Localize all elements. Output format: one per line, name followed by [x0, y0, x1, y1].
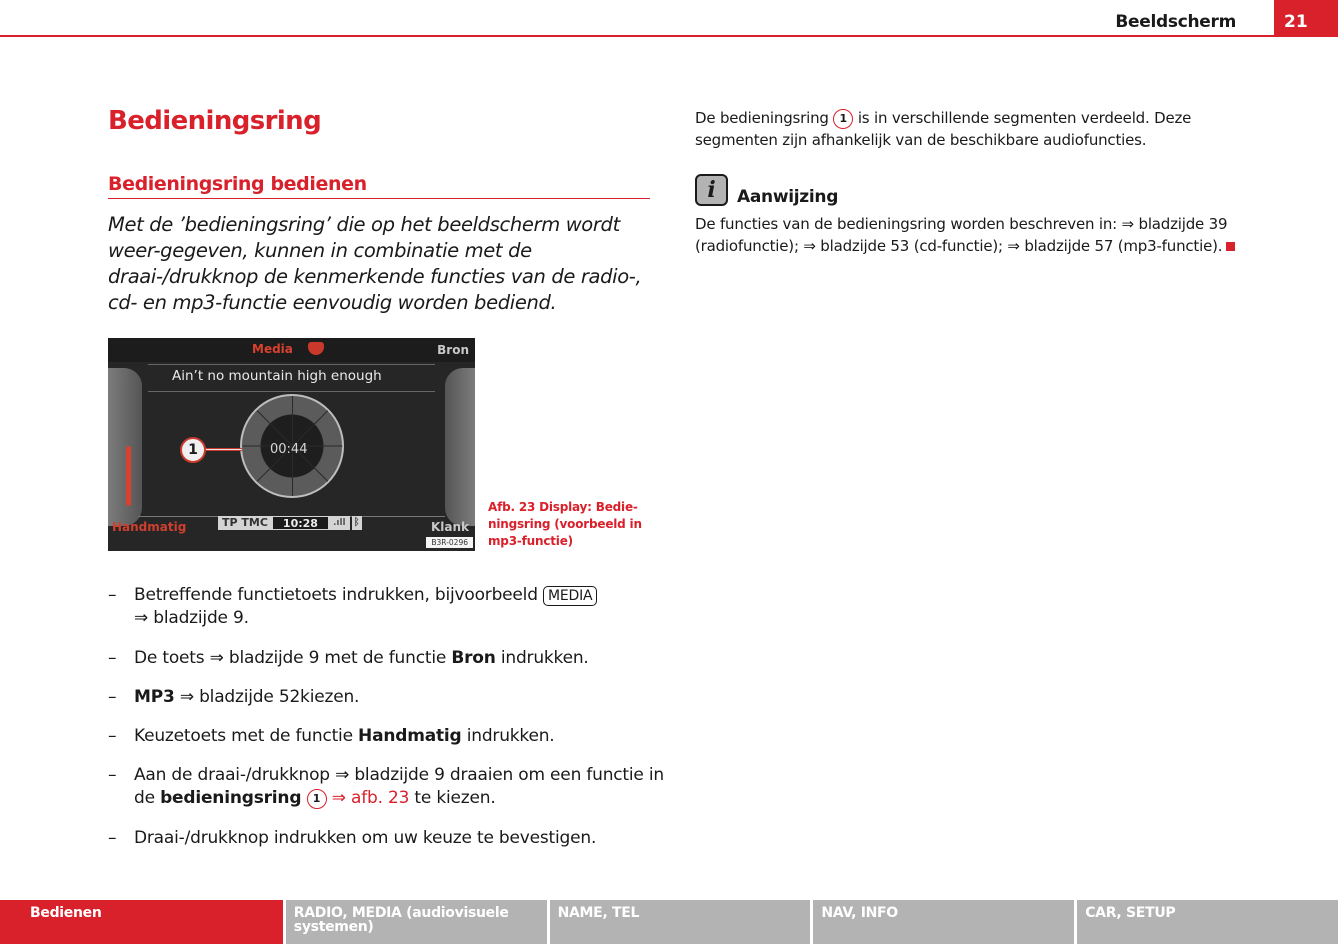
- chapter-tabs: [0, 900, 1338, 944]
- callout-marker: 1: [180, 437, 206, 463]
- tp-tmc-indicator: TP TMC: [218, 516, 272, 530]
- header-rule: [0, 35, 1338, 37]
- figure-code: B3R-0296: [426, 537, 473, 548]
- instruction-steps: [108, 584, 668, 850]
- page-ref-link[interactable]: bladzijde 9 draaien om een functie in de: [134, 765, 664, 808]
- note-title: Aanwijzing: [737, 187, 839, 207]
- page-ref-arrow: ⇒: [209, 648, 224, 668]
- media-key: MEDIA: [543, 586, 597, 606]
- callout-marker-inline: 1: [307, 789, 327, 809]
- display-right-softkey: [445, 368, 475, 526]
- display-bron-label: Bron: [437, 343, 469, 357]
- callout-leader-line: [204, 448, 242, 451]
- display-left-softkey-indicator: [126, 446, 131, 506]
- step-item: – Keuzetoets met de functie Handmatig indrukken.: [108, 726, 555, 746]
- display-media-label: Media: [252, 342, 293, 356]
- tab-radio-media[interactable]: RADIO, MEDIA (audiovisuele systemen): [286, 900, 547, 944]
- info-icon: i: [695, 174, 728, 206]
- page-ref-link[interactable]: bladzijde 9 met de functie: [223, 648, 452, 668]
- step-item: – Aan de draai-/drukknop ⇒ bladzijde 9 draaien om een functie in de bedieningsring 1 ⇒ afb. 23 te kiezen.: [108, 765, 664, 808]
- page-heading: Bedieningsring: [108, 106, 322, 136]
- tab-name-tel[interactable]: NAME, TEL: [550, 900, 811, 944]
- signal-strength-icon: .ıll: [329, 516, 350, 530]
- sub-heading-rule: [108, 198, 650, 199]
- page-ref-link[interactable]: bladzijde 52kiezen.: [193, 687, 360, 707]
- page-number: 21: [1274, 0, 1338, 37]
- callout-marker-inline: 1: [833, 109, 853, 129]
- step-item: – MP3 ⇒ bladzijde 52kiezen.: [108, 687, 360, 707]
- ring-description: De bedieningsring 1 is in verschillende segmenten verdeeld. Deze segmenten zijn afhankelijk van de beschikbare audiofuncties.: [695, 109, 1192, 149]
- display-left-softkey: [108, 368, 142, 526]
- note-body: De functies van de bedieningsring worden beschreven in: ⇒ bladzijde 39 (radiofunctie); ⇒ bladzijde 53 (cd-functie); ⇒ bladzijde 57 (mp3-functie).: [695, 213, 1255, 257]
- page-ref-arrow: ⇒: [179, 687, 194, 707]
- display-clock: 10:28: [272, 516, 329, 530]
- end-of-section-marker: [1226, 242, 1235, 251]
- figure-caption: Afb. 23 Display: Bedie-ningsring (voorbeeld in mp3-functie): [488, 500, 642, 548]
- display-status-bar: [218, 516, 362, 530]
- section-title: Beeldscherm: [1115, 12, 1236, 32]
- sub-heading: Bedieningsring bedienen: [108, 173, 367, 195]
- display-figure: [108, 338, 475, 551]
- tab-bedienen[interactable]: Bedienen: [0, 900, 283, 944]
- display-klank-label: Klank: [430, 520, 469, 534]
- figure-ref-link[interactable]: ⇒ afb. 23: [331, 788, 410, 808]
- intro-paragraph: Met de ’bedieningsring’ die op het beeldscherm wordt weer-gegeven, kunnen in combinatie met de draai-/drukknop de kenmerkende functies van de radio-, cd- en mp3-functie eenvoudig worden bediend.: [108, 213, 642, 314]
- step-item: – Draai-/drukknop indrukken om uw keuze te bevestigen.: [108, 828, 597, 848]
- step-item: – De toets ⇒ bladzijde 9 met de functie Bron indrukken.: [108, 648, 589, 668]
- tab-nav-info[interactable]: NAV, INFO: [813, 900, 1074, 944]
- page-ref-arrow: ⇒: [335, 765, 350, 785]
- display-handmatig-label: Handmatig: [112, 520, 187, 534]
- page-ref-arrow: ⇒: [134, 608, 149, 628]
- display-track-time: 00:44: [270, 442, 308, 457]
- display-song-title: Ain’t no mountain high enough: [172, 368, 382, 384]
- bluetooth-icon: ᛒ: [353, 517, 360, 528]
- step-item: – Betreffende functietoets indrukken, bijvoorbeeld MEDIA ⇒ bladzijde 9.: [108, 584, 668, 630]
- tab-car-setup[interactable]: CAR, SETUP: [1077, 900, 1338, 944]
- page-ref-link[interactable]: bladzijde 9.: [148, 608, 249, 628]
